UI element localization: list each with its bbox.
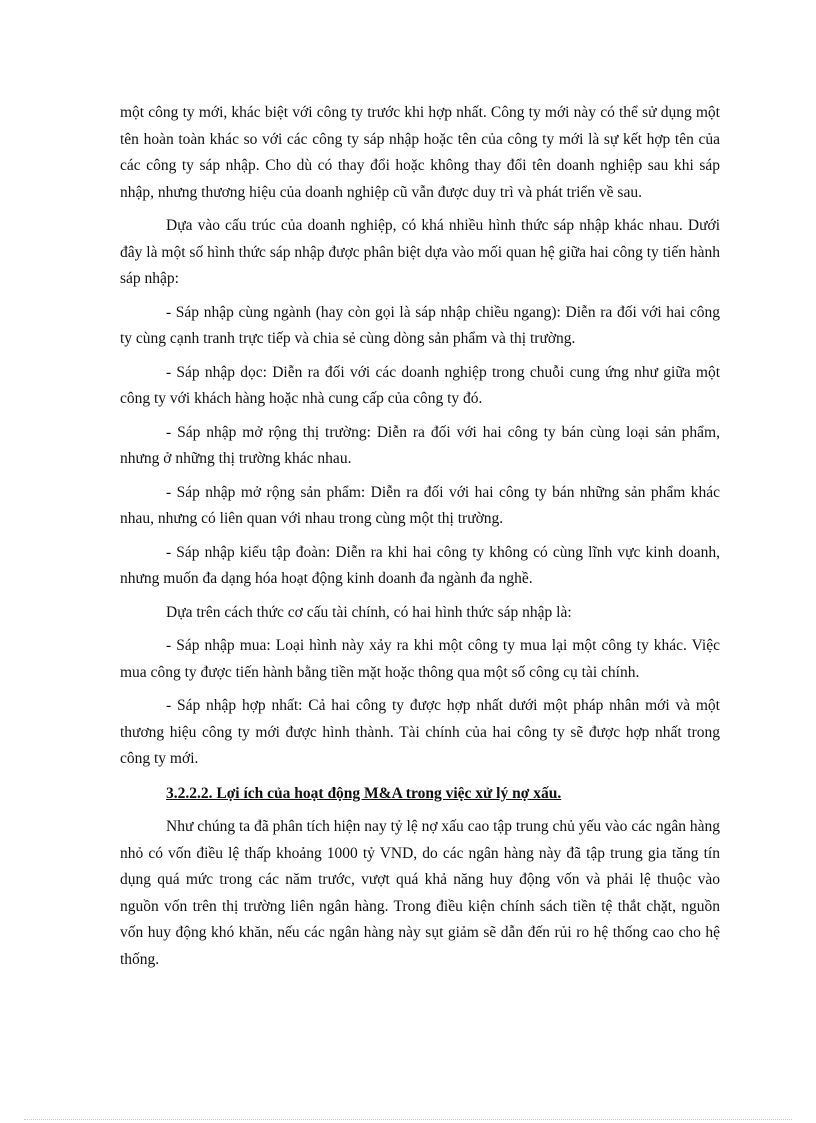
section-heading: 3.2.2.2. Lợi ích của hoạt động M&A trong việc xử lý nợ xấu. <box>166 784 562 802</box>
paragraph-financial-structure-intro: Dựa trên cách thức cơ cấu tài chính, có hai hình thức sáp nhập là: <box>166 603 572 621</box>
paragraph-horizontal-merger: - Sáp nhập cùng ngành (hay còn gọi là sáp nhập chiều ngang): Diễn ra đối với hai công ty cùng cạnh tranh trực tiếp và chia sẻ cùng dòng sản phẩm và thị trường. <box>120 303 720 347</box>
paragraph-bad-debt-analysis: Như chúng ta đã phân tích hiện nay tỷ lệ nợ xấu cao tập trung chủ yếu vào các ngân hàng nhỏ có vốn điều lệ thấp khoảng 1000 tỷ VND, do các ngân hàng này đã tập trung gia tăng tín dụng quá mức trong các năm trước, vượt quá khả năng huy động vốn và phải lệ thuộc vào nguồn vốn trên thị trường liên ngân hàng. Trong điều kiện chính sách tiền tệ thắt chặt, nguồn vốn huy động khó khăn, nếu các ngân hàng này sụt giảm sẽ dẫn đến rủi ro hệ thống cao cho hệ thống. <box>120 818 720 968</box>
paragraph-vertical-merger: - Sáp nhập dọc: Diễn ra đối với các doanh nghiệp trong chuỗi cung ứng như giữa một công ty với khách hàng hoặc nhà cung cấp của công ty đó. <box>120 363 720 407</box>
paragraph-merger-continuation: một công ty mới, khác biệt với công ty trước khi hợp nhất. Công ty mới này có thể sử dụng một tên hoàn toàn khác so với các công ty sáp nhập hoặc tên của công ty mới là sự kết hợp tên của các công ty sáp nhập. Cho dù có thay đổi hoặc không thay đổi tên doanh nghiệp sau khi sáp nhập, nhưng thương hiệu của doanh nghiệp cũ vẫn được duy trì và phát triển về sau. <box>120 104 720 201</box>
document-body <box>120 100 720 973</box>
paragraph-conglomerate-merger: - Sáp nhập kiểu tập đoàn: Diễn ra khi hai công ty không có cùng lĩnh vực kinh doanh, nhưng muốn đa dạng hóa hoạt động kinh doanh đa ngành đa nghề. <box>120 543 720 587</box>
paragraph-purchase-merger: - Sáp nhập mua: Loại hình này xảy ra khi một công ty mua lại một công ty khác. Việc mua công ty được tiến hành bằng tiền mặt hoặc thông qua một số công cụ tài chính. <box>120 637 720 681</box>
paragraph-product-extension-merger: - Sáp nhập mở rộng sản phẩm: Diễn ra đối với hai công ty bán những sản phẩm khác nhau, nhưng có liên quan với nhau trong cùng một thị trường. <box>120 483 720 527</box>
paragraph-consolidation-merger: - Sáp nhập hợp nhất: Cả hai công ty được hợp nhất dưới một pháp nhân mới và một thương hiệu công ty mới được hình thành. Tài chính của hai công ty sẽ được hợp nhất trong công ty mới. <box>120 697 720 767</box>
page-bottom-divider <box>24 1119 792 1120</box>
paragraph-merger-structure-intro: Dựa vào cấu trúc của doanh nghiệp, có khá nhiều hình thức sáp nhập khác nhau. Dưới đây là một số hình thức sáp nhập được phân biệt dựa vào mối quan hệ giữa hai công ty tiến hành sáp nhập: <box>120 217 720 287</box>
paragraph-market-extension-merger: - Sáp nhập mở rộng thị trường: Diễn ra đối với hai công ty bán cùng loại sản phẩm, nhưng ở những thị trường khác nhau. <box>120 423 720 467</box>
